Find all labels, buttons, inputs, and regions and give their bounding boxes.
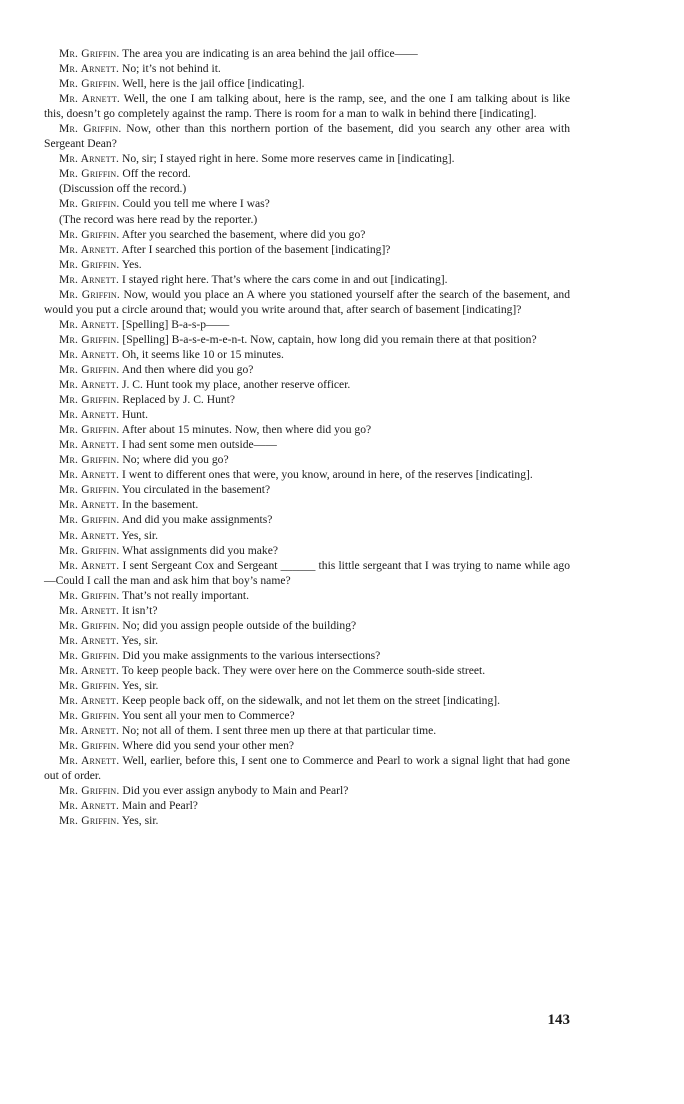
speech-text: Yes, sir.: [121, 678, 159, 692]
speaker-name: Mr. Griffin.: [59, 784, 120, 798]
transcript-page: [44, 46, 570, 828]
transcript-paragraph: [44, 121, 570, 151]
speech-text: Yes, sir.: [121, 528, 159, 542]
speaker-name: Mr. Arnett.: [59, 92, 120, 106]
speaker-name: Mr. Griffin.: [59, 453, 120, 467]
speech-text: I sent Sergeant Cox and Sergeant ______ this little sergeant that I was trying to name while ago—Could I call the man and ask him that boy’s name?: [44, 558, 571, 587]
speaker-name: Mr. Arnett.: [59, 408, 120, 422]
transcript-paragraph: [44, 377, 570, 392]
speaker-name: Mr. Griffin.: [59, 47, 120, 60]
speech-text: No; it’s not behind it.: [121, 62, 221, 76]
transcript-paragraph: [44, 482, 570, 497]
speech-text: [Spelling] B-a-s-p——: [121, 317, 230, 331]
transcript-paragraph: [44, 452, 570, 467]
speaker-name: Mr. Arnett.: [59, 528, 120, 542]
transcript-paragraph: [44, 61, 570, 76]
speech-text: The area you are indicating is an area behind the jail office——: [122, 47, 418, 60]
speaker-name: Mr. Griffin.: [59, 423, 120, 437]
speaker-name: Mr. Arnett.: [59, 603, 120, 617]
speech-text: You circulated in the basement?: [121, 483, 271, 497]
transcript-paragraph: [44, 693, 570, 708]
speech-text: Well, earlier, before this, I sent one to Commerce and Pearl to work a signal light that had gone out of order.: [44, 754, 570, 783]
transcript-paragraph: [44, 347, 570, 362]
transcript-paragraph: [44, 257, 570, 272]
record-note: [44, 212, 570, 227]
speaker-name: Mr. Arnett.: [59, 558, 120, 572]
speech-text: Well, the one I am talking about, here is the ramp, see, and the one I am talking about is like this, doesn’t go completely against the ramp. There is room for a man to walk in behind there [indicating].: [44, 92, 570, 121]
transcript-paragraph: [44, 166, 570, 181]
transcript-paragraph: [44, 407, 570, 422]
speech-text: Oh, it seems like 10 or 15 minutes.: [121, 347, 284, 361]
speech-text: No; where did you go?: [122, 453, 229, 467]
speaker-name: Mr. Arnett.: [59, 694, 120, 708]
speech-text: [Spelling] B-a-s-e-m-e-n-t. Now, captain, how long did you remain there at that position?: [122, 332, 537, 346]
transcript-paragraph: [44, 392, 570, 407]
transcript-paragraph: [44, 753, 570, 783]
speaker-name: Mr. Arnett.: [59, 62, 120, 76]
speaker-name: Mr. Griffin.: [59, 709, 120, 723]
speech-text: Now, other than this northern portion of the basement, did you search any other area with Sergeant Dean?: [44, 122, 571, 151]
speech-text: No; did you assign people outside of the building?: [122, 618, 357, 632]
transcript-paragraph: [44, 242, 570, 257]
transcript-paragraph: [44, 648, 570, 663]
transcript-paragraph: [44, 783, 570, 798]
speech-text: That’s not really important.: [122, 588, 250, 602]
speaker-name: Mr. Griffin.: [59, 483, 120, 497]
speech-text: Did you make assignments to the various intersections?: [122, 648, 381, 662]
transcript-paragraph: [44, 723, 570, 738]
transcript-paragraph: [44, 603, 570, 618]
transcript-paragraph: [44, 618, 570, 633]
speaker-name: Mr. Arnett.: [59, 663, 120, 677]
speech-text: No; not all of them. I sent three men up there at that particular time.: [121, 724, 437, 738]
speaker-name: Mr. Griffin.: [59, 122, 122, 136]
transcript-paragraph: [44, 497, 570, 512]
speech-text: To keep people back. They were over here on the Commerce south-side street.: [121, 663, 486, 677]
transcript-paragraph: [44, 362, 570, 377]
transcript-paragraph: [44, 437, 570, 452]
speaker-name: Mr. Arnett.: [59, 347, 120, 361]
speaker-name: Mr. Arnett.: [59, 438, 120, 452]
speaker-name: Mr. Arnett.: [59, 498, 120, 512]
speaker-name: Mr. Griffin.: [59, 77, 120, 91]
speaker-name: Mr. Arnett.: [59, 317, 120, 331]
speaker-name: Mr. Griffin.: [59, 588, 120, 602]
speaker-name: Mr. Arnett.: [59, 272, 120, 286]
speaker-name: Mr. Griffin.: [59, 287, 121, 301]
transcript-paragraph: [44, 317, 570, 332]
transcript-paragraph: [44, 227, 570, 242]
transcript-paragraph: [44, 512, 570, 527]
transcript-paragraph: [44, 798, 570, 813]
transcript-paragraph: [44, 76, 570, 91]
record-note: [44, 181, 570, 196]
speaker-name: Mr. Griffin.: [59, 814, 120, 828]
transcript-paragraph: [44, 467, 570, 482]
speech-text: (The record was here read by the reporter.): [59, 212, 258, 226]
speech-text: Yes, sir.: [121, 633, 159, 647]
transcript-paragraph: [44, 272, 570, 287]
speech-text: Keep people back off, on the sidewalk, and not let them on the street [indicating].: [121, 694, 501, 708]
transcript-paragraph: [44, 543, 570, 558]
speaker-name: Mr. Griffin.: [59, 678, 120, 692]
speech-text: Now, would you place an A where you stationed yourself after the search of the basement, and would you put a circle around that; would you write around that, after search of basement [indicating]?: [44, 287, 570, 316]
speaker-name: Mr. Griffin.: [59, 257, 120, 271]
speaker-name: Mr. Griffin.: [59, 332, 120, 346]
transcript-paragraph: [44, 633, 570, 648]
speech-text: After about 15 minutes. Now, then where did you go?: [121, 423, 372, 437]
transcript-paragraph: [44, 287, 570, 317]
speech-text: (Discussion off the record.): [59, 182, 187, 196]
transcript-paragraph: [44, 332, 570, 347]
speech-text: I had sent some men outside——: [121, 438, 277, 452]
speech-text: Yes.: [121, 257, 142, 271]
speech-text: Yes, sir.: [121, 814, 159, 828]
transcript-paragraph: [44, 813, 570, 828]
transcript-paragraph: [44, 558, 570, 588]
speech-text: It isn’t?: [121, 603, 158, 617]
transcript-paragraph: [44, 91, 570, 121]
speech-text: Well, here is the jail office [indicating].: [122, 77, 305, 91]
transcript-paragraph: [44, 663, 570, 678]
speech-text: Off the record.: [122, 167, 191, 181]
transcript-paragraph: [44, 46, 570, 61]
speaker-name: Mr. Griffin.: [59, 543, 120, 557]
speech-text: Main and Pearl?: [121, 799, 198, 813]
speaker-name: Mr. Griffin.: [59, 739, 120, 753]
speaker-name: Mr. Arnett.: [59, 242, 120, 256]
transcript-paragraph: [44, 151, 570, 166]
speech-text: I stayed right here. That’s where the cars come in and out [indicating].: [121, 272, 448, 286]
speech-text: Hunt.: [121, 408, 149, 422]
speech-text: No, sir; I stayed right in here. Some more reserves came in [indicating].: [121, 152, 455, 166]
speaker-name: Mr. Arnett.: [59, 754, 120, 768]
page-number: 143: [547, 1012, 570, 1028]
speech-text: Where did you send your other men?: [122, 739, 295, 753]
speech-text: I went to different ones that were, you know, around in here, of the reserves [indicating].: [121, 468, 533, 482]
speech-text: In the basement.: [121, 498, 199, 512]
speech-text: Replaced by J. C. Hunt?: [122, 393, 236, 407]
speaker-name: Mr. Griffin.: [59, 362, 120, 376]
speaker-name: Mr. Griffin.: [59, 513, 120, 527]
speaker-name: Mr. Griffin.: [59, 618, 120, 632]
speech-text: And then where did you go?: [121, 362, 254, 376]
speech-text: J. C. Hunt took my place, another reserve officer.: [121, 378, 351, 392]
speech-text: After I searched this portion of the basement [indicating]?: [121, 242, 391, 256]
speaker-name: Mr. Arnett.: [59, 378, 120, 392]
transcript-paragraph: [44, 196, 570, 211]
speaker-name: Mr. Griffin.: [59, 393, 120, 407]
speaker-name: Mr. Griffin.: [59, 197, 120, 211]
speech-text: Could you tell me where I was?: [122, 197, 270, 211]
speaker-name: Mr. Arnett.: [59, 152, 120, 166]
transcript-paragraph: [44, 528, 570, 543]
transcript-paragraph: [44, 708, 570, 723]
transcript-paragraph: [44, 422, 570, 437]
speaker-name: Mr. Arnett.: [59, 799, 120, 813]
speech-text: And did you make assignments?: [121, 513, 273, 527]
speech-text: Did you ever assign anybody to Main and Pearl?: [122, 784, 349, 798]
speech-text: After you searched the basement, where did you go?: [121, 227, 366, 241]
speaker-name: Mr. Arnett.: [59, 724, 120, 738]
speaker-name: Mr. Arnett.: [59, 468, 120, 482]
speech-text: You sent all your men to Commerce?: [121, 709, 295, 723]
speaker-name: Mr. Griffin.: [59, 227, 120, 241]
transcript-paragraph: [44, 588, 570, 603]
speaker-name: Mr. Griffin.: [59, 648, 120, 662]
transcript-paragraph: [44, 738, 570, 753]
transcript-paragraph: [44, 678, 570, 693]
speaker-name: Mr. Griffin.: [59, 167, 120, 181]
speaker-name: Mr. Arnett.: [59, 633, 120, 647]
speech-text: What assignments did you make?: [122, 543, 278, 557]
